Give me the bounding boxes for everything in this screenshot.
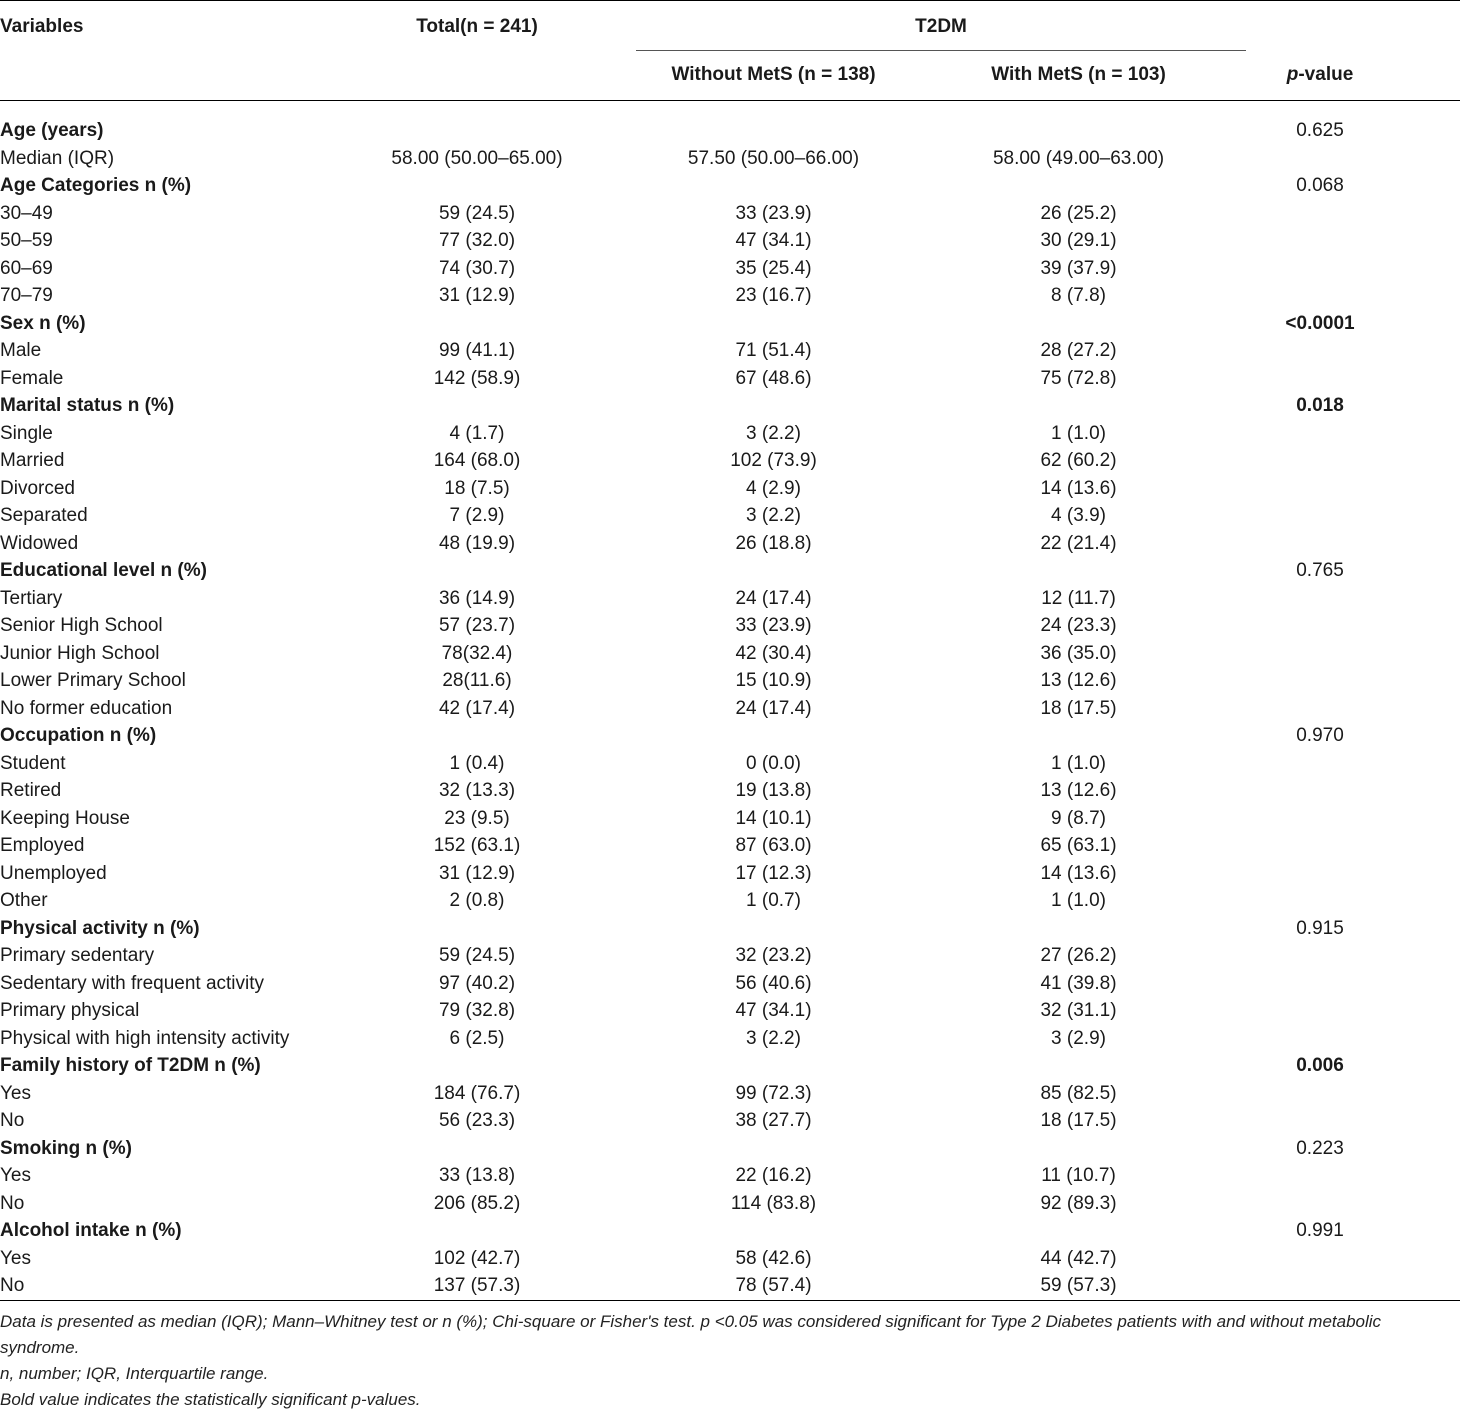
table-row [0,337,1460,365]
cell-pvalue [1246,942,1460,970]
cell-without-mets [636,392,911,420]
row-label: Single [0,422,53,444]
category-label: Physical activity n (%) [0,917,200,939]
cell-without-mets: 14 (10.1) [735,807,812,829]
category-label: Age (years) [0,119,104,141]
cell-with-mets [911,392,1246,420]
row-label: Other [0,890,48,911]
table-row [0,475,1460,503]
table-row [0,530,1460,558]
cell-total: 99 (41.1) [438,340,516,361]
row-label: Widowed [0,532,79,554]
category-row [0,722,1460,750]
cell-with-mets: 22 (21.4) [1040,532,1117,554]
cell-pvalue: 0.068 [1296,175,1344,196]
header-without-mets: Without MetS (n = 138) [671,64,876,86]
cell-pvalue [1246,200,1460,228]
category-label: Smoking n (%) [0,1137,132,1159]
table-row [0,282,1460,310]
category-row [0,101,1460,145]
table-row [0,1080,1460,1108]
cell-pvalue [1246,530,1460,558]
cell-total: 97 (40.2) [438,972,516,994]
row-label: Male [0,340,42,361]
category-row [0,1135,1460,1163]
category-row [0,1217,1460,1245]
cell-pvalue [1246,860,1460,888]
cell-pvalue [1246,970,1460,998]
table-row [0,667,1460,695]
cell-without-mets: 3 (2.2) [746,1027,801,1049]
table-row [0,1107,1460,1135]
row-label: Divorced [0,477,75,499]
cell-pvalue: 0.915 [1296,917,1344,939]
cell-pvalue [1246,640,1460,668]
table-row [0,585,1460,613]
cell-total: 23 (9.5) [444,807,510,829]
cell-with-mets [911,722,1246,750]
cell-without-mets: 26 (18.8) [735,532,812,554]
cell-pvalue [1246,255,1460,283]
cell-with-mets: 85 (82.5) [1040,1082,1117,1104]
cell-with-mets: 1 (1.0) [1051,890,1106,911]
cell-with-mets: 14 (13.6) [1040,862,1117,884]
cell-pvalue [1246,282,1460,310]
cell-total: 28(11.6) [442,670,512,691]
cell-total: 31 (12.9) [438,862,516,884]
cell-pvalue [1246,695,1460,723]
cell-total [318,915,636,943]
cell-with-mets: 59 (57.3) [911,1272,1246,1300]
cell-with-mets [911,310,1246,338]
row-label: No [0,1192,25,1214]
footnote: Bold value indicates the statistically significant p-values. [0,1389,421,1409]
row-label: Keeping House [0,807,130,829]
cell-without-mets: 87 (63.0) [735,835,812,856]
cell-without-mets: 71 (51.4) [735,340,812,361]
table-row [0,365,1460,393]
cell-pvalue [1246,585,1460,613]
row-label: Employed [0,835,85,856]
cell-pvalue [1246,1272,1460,1300]
cell-total [318,1052,636,1080]
cell-pvalue: <0.0001 [1285,312,1355,334]
cell-without-mets: 24 (17.4) [735,587,812,609]
cell-without-mets: 32 (23.2) [735,945,812,966]
row-label: Yes [0,1082,31,1104]
table-row [0,447,1460,475]
cell-total: 57 (23.7) [438,615,516,636]
row-label: Married [0,450,65,471]
cell-with-mets: 44 (42.7) [1040,1247,1117,1269]
category-label: Alcohol intake n (%) [0,1220,182,1241]
table-row [0,805,1460,833]
cell-without-mets: 0 (0.0) [746,752,801,774]
row-label: Student [0,752,66,774]
row-label: No [0,1110,25,1131]
cell-with-mets [911,915,1246,943]
cell-pvalue [1246,365,1460,393]
cell-total: 184 (76.7) [433,1082,521,1104]
row-label: 60–69 [0,257,53,279]
table-row [0,227,1460,255]
cell-total: 7 (2.9) [449,505,505,526]
cell-pvalue [1246,612,1460,640]
cell-without-mets: 47 (34.1) [735,230,812,251]
row-label: Median (IQR) [0,147,115,169]
header-empty-total [318,51,636,101]
header-empty [1246,1,1460,51]
cell-without-mets [636,1135,911,1163]
cell-total: 18 (7.5) [444,477,510,499]
category-row [0,392,1460,420]
cell-with-mets: 13 (12.6) [1040,670,1117,691]
cell-pvalue: 0.006 [1296,1055,1344,1076]
cell-with-mets: 4 (3.9) [1051,505,1106,526]
table-row [0,200,1460,228]
cell-total [318,1135,636,1163]
cell-without-mets: 15 (10.9) [735,670,812,691]
cell-with-mets: 14 (13.6) [1040,477,1117,499]
row-label: Tertiary [0,587,63,609]
table-row [0,145,1460,173]
cell-without-mets: 78 (57.4) [636,1272,911,1300]
cell-without-mets: 1 (0.7) [746,890,801,911]
table-row [0,1190,1460,1218]
cell-pvalue [1246,475,1460,503]
cell-without-mets: 17 (12.3) [735,862,812,884]
row-label: Lower Primary School [0,670,186,691]
cell-with-mets: 58.00 (49.00–63.00) [992,147,1165,169]
cell-with-mets: 62 (60.2) [1040,450,1117,471]
cell-without-mets [636,1052,911,1080]
cell-pvalue: 0.970 [1296,725,1344,746]
row-label: Separated [0,505,88,526]
category-row [0,557,1460,585]
cell-pvalue [1246,502,1460,530]
category-label: Educational level n (%) [0,560,207,581]
cell-without-mets: 3 (2.2) [746,422,801,444]
cell-total: 77 (32.0) [438,230,516,251]
cell-without-mets: 99 (72.3) [735,1082,812,1104]
header-pvalue: p-value [1286,64,1354,86]
row-label: No [0,1272,318,1300]
cell-with-mets: 8 (7.8) [1051,285,1106,306]
cell-pvalue: 0.625 [1296,119,1344,141]
table-header [0,1,1460,101]
category-row [0,915,1460,943]
table-footnotes [0,1301,1460,1413]
cell-without-mets: 67 (48.6) [735,367,812,389]
footnote: n, number; IQR, Interquartile range. [0,1363,269,1383]
cell-total: 59 (24.5) [438,202,516,224]
table-row [0,1272,1460,1300]
cell-total [318,101,636,145]
cell-total: 4 (1.7) [449,422,505,444]
cell-without-mets: 57.50 (50.00–66.00) [687,147,860,169]
cell-pvalue [1246,1162,1460,1190]
cell-total: 102 (42.7) [433,1247,521,1269]
category-label: Age Categories n (%) [0,175,192,196]
row-label: 30–49 [0,202,53,224]
cell-without-mets: 114 (83.8) [730,1192,817,1214]
header-with-mets: With MetS (n = 103) [991,64,1166,86]
table-row [0,1245,1460,1273]
cell-with-mets [911,1052,1246,1080]
cell-pvalue [1246,777,1460,805]
cell-with-mets [911,1217,1246,1245]
cell-without-mets: 102 (73.9) [730,450,817,471]
cell-without-mets: 35 (25.4) [735,257,812,279]
cell-pvalue [1246,805,1460,833]
table-row [0,860,1460,888]
cell-total: 6 (2.5) [449,1027,505,1049]
cell-total [318,722,636,750]
cell-total: 137 (57.3) [318,1272,636,1300]
row-label: Senior High School [0,615,163,636]
table-row [0,997,1460,1025]
cell-pvalue [1246,337,1460,365]
cell-pvalue [1246,420,1460,448]
row-label: Unemployed [0,862,107,884]
row-label: Primary sedentary [0,945,155,966]
cell-without-mets: 47 (34.1) [735,1000,812,1021]
cell-with-mets [911,101,1246,145]
cell-with-mets: 41 (39.8) [1040,972,1117,994]
cell-total: 48 (19.9) [438,532,516,554]
cell-total: 36 (14.9) [438,587,516,609]
cell-with-mets: 75 (72.8) [1040,367,1117,389]
row-label: 50–59 [0,230,53,251]
cell-without-mets [636,101,911,145]
table-body [0,101,1460,1301]
row-label: Sedentary with frequent activity [0,972,265,994]
footnote: Data is presented as median (IQR); Mann–Whitney test or n (%); Chi-square or Fisher's test. p <0.05 was considered significant for Type 2 Diabetes patients with and without metabolic syndrome. [0,1311,1382,1357]
cell-total: 58.00 (50.00–65.00) [391,147,563,169]
cell-with-mets: 18 (17.5) [1040,697,1117,719]
category-label: Family history of T2DM n (%) [0,1055,261,1076]
category-row [0,172,1460,200]
cell-without-mets: 19 (13.8) [735,780,812,801]
cell-with-mets: 30 (29.1) [1040,230,1117,251]
cell-without-mets [636,557,911,585]
cell-pvalue [1246,227,1460,255]
cell-with-mets: 92 (89.3) [1040,1192,1117,1214]
cell-pvalue [1246,1080,1460,1108]
table-row [0,942,1460,970]
group-underline [636,50,1246,51]
cell-pvalue: 0.223 [1296,1137,1344,1159]
cell-pvalue [1246,750,1460,778]
table-row [0,970,1460,998]
cell-pvalue: 0.991 [1296,1220,1344,1241]
cell-pvalue [1246,145,1460,173]
cell-pvalue [1246,832,1460,860]
table-row [0,695,1460,723]
cell-without-mets: 3 (2.2) [746,505,801,526]
cell-total [318,1217,636,1245]
cell-total: 206 (85.2) [433,1192,521,1214]
cell-total: 32 (13.3) [438,780,516,801]
cell-total: 31 (12.9) [438,285,516,306]
cell-without-mets [636,1217,911,1245]
cell-total: 2 (0.8) [449,890,505,911]
cell-with-mets [911,557,1246,585]
cell-with-mets: 1 (1.0) [1051,422,1106,444]
cell-pvalue [1246,447,1460,475]
cell-with-mets: 3 (2.9) [1051,1027,1106,1049]
category-label: Occupation n (%) [0,725,157,746]
cell-total [318,310,636,338]
cell-pvalue [1246,1190,1460,1218]
cell-without-mets: 38 (27.7) [735,1110,812,1131]
table-row [0,420,1460,448]
cell-total: 164 (68.0) [433,450,521,471]
cell-pvalue [1246,997,1460,1025]
row-label: No former education [0,697,173,719]
cell-total: 56 (23.3) [438,1110,516,1131]
cell-pvalue [1246,887,1460,915]
table-row [0,750,1460,778]
cell-without-mets: 33 (23.9) [735,202,812,224]
row-label: Yes [0,1247,31,1269]
cell-with-mets: 65 (63.1) [1040,835,1117,856]
cell-without-mets: 42 (30.4) [735,642,812,664]
category-row [0,1052,1460,1080]
cell-with-mets [911,1135,1246,1163]
cell-without-mets [636,722,911,750]
row-label: Yes [0,1165,31,1186]
cell-total [318,557,636,585]
header-variables: Variables [0,16,84,37]
cell-without-mets: 4 (2.9) [746,477,801,499]
cell-without-mets [636,915,911,943]
cell-with-mets: 28 (27.2) [1040,340,1117,361]
row-label: Retired [0,780,62,801]
cell-total: 74 (30.7) [438,257,516,279]
table-row [0,640,1460,668]
cell-with-mets: 26 (25.2) [1040,202,1117,224]
row-label: Junior High School [0,642,160,664]
cell-without-mets: 23 (16.7) [735,285,812,306]
cell-with-mets: 39 (37.9) [1040,257,1117,279]
cell-with-mets: 36 (35.0) [1040,642,1117,664]
row-label: Physical with high intensity activity [0,1027,290,1049]
cell-pvalue [1246,1025,1460,1053]
cell-without-mets [636,172,911,200]
cell-with-mets: 9 (8.7) [1051,807,1106,829]
header-empty-left [0,51,318,101]
cell-without-mets: 56 (40.6) [735,972,812,994]
cell-with-mets: 27 (26.2) [1040,945,1117,966]
row-label: Female [0,367,64,389]
cell-without-mets: 22 (16.2) [735,1165,812,1186]
table-row [0,1025,1460,1053]
cell-without-mets [636,310,911,338]
header-t2dm-group [636,1,1246,51]
cell-pvalue [1246,1245,1460,1273]
category-label: Sex n (%) [0,312,86,334]
cell-total: 78(32.4) [441,642,513,664]
cell-total: 142 (58.9) [433,367,521,389]
cell-total [318,172,636,200]
cell-without-mets: 24 (17.4) [735,697,812,719]
table-row [0,1162,1460,1190]
cell-pvalue [1246,1107,1460,1135]
table-row [0,777,1460,805]
cell-with-mets: 18 (17.5) [1040,1110,1117,1131]
cell-pvalue: 0.018 [1296,395,1344,416]
cell-with-mets: 32 (31.1) [1040,1000,1117,1021]
table-row [0,612,1460,640]
cell-with-mets: 12 (11.7) [1041,587,1116,609]
category-label: Marital status n (%) [0,395,175,416]
cell-with-mets: 24 (23.3) [1040,615,1117,636]
cell-pvalue [1246,667,1460,695]
cell-total: 59 (24.5) [438,945,516,966]
table-row [0,832,1460,860]
cell-without-mets: 33 (23.9) [735,615,812,636]
cell-total: 1 (0.4) [449,752,505,774]
cell-total: 42 (17.4) [438,697,516,719]
category-row [0,310,1460,338]
cell-without-mets: 58 (42.6) [735,1247,812,1269]
cell-with-mets [911,172,1246,200]
row-label: Primary physical [0,1000,140,1021]
table-row [0,887,1460,915]
cell-total: 152 (63.1) [433,835,521,856]
cell-total: 33 (13.8) [438,1165,516,1186]
cell-with-mets: 1 (1.0) [1051,752,1106,774]
row-label: 70–79 [0,285,53,306]
header-total: Total(n = 241) [416,16,538,37]
cell-total [318,392,636,420]
header-t2dm-label: T2DM [915,16,967,37]
table-row [0,255,1460,283]
cell-pvalue: 0.765 [1296,560,1344,581]
table-row [0,502,1460,530]
cell-with-mets: 13 (12.6) [1040,780,1117,801]
cell-with-mets: 11 (10.7) [1041,1165,1116,1186]
cell-total: 79 (32.8) [438,1000,516,1021]
